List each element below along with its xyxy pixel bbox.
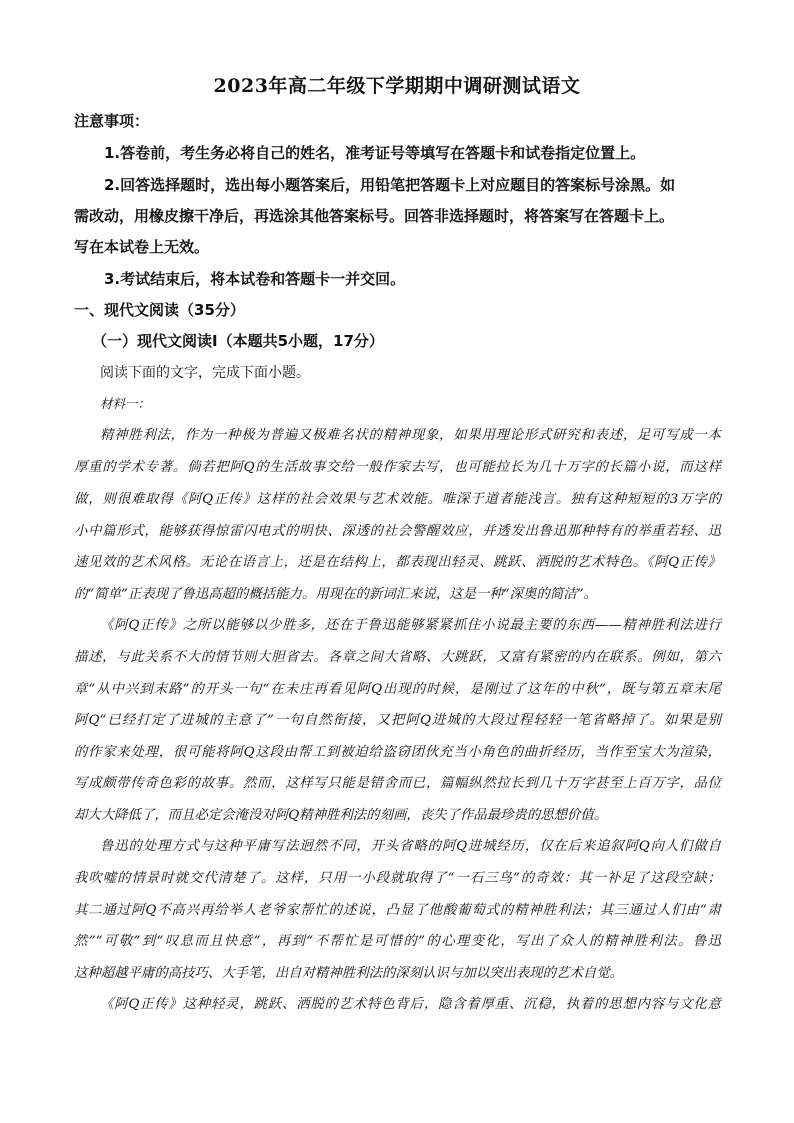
- notice-item-2-line-1: 2.回答选择题时，选出每小题答案后，用铅笔把答题卡上对应题目的答案标号涂黑。如: [104, 176, 676, 194]
- para1-line-5: 速见效的艺术风格。无论在语言上，还是在结构上，都表现出轻灵、跳跃、洒脱的艺术特色。《阿Q正传》: [74, 555, 721, 570]
- para2-line-2: 描述，与此关系不大的情节则大胆省去。各章之间大省略、大跳跃，又富有紧密的内在联系。例如，第六: [74, 650, 721, 665]
- material-label: 材料一：: [100, 396, 151, 411]
- para3-line-3: 其二通过阿Q不高兴再给举人老爷家帮忙的述说，凸显了他酸葡萄式的精神胜利法；其三通过人们由“肃: [74, 903, 721, 918]
- notice-heading: 注意事项：: [74, 112, 150, 130]
- para1-line-3: 做，则很难取得《阿Q正传》这样的社会效果与艺术效能。唯深于道者能浅言。独有这种短短的3万字的: [74, 492, 721, 507]
- exam-title: 2023年高二年级下学期期中调研测试语文: [213, 75, 581, 97]
- para2-line-3: 章“从中兴到末路”的开头一句“在未庄再看见阿Q出现的时候，是刚过了这年的中秋”，既与第五章末尾: [74, 682, 721, 697]
- para4-line-1: 《阿Q正传》这种轻灵，跳跃、洒脱的艺术特色背后，隐含着厚重、沉稳，执着的思想内容与文化意: [100, 997, 721, 1012]
- para1-line-6: 的“简单”正表现了鲁迅高超的概括能力。用现在的新词汇来说，这是一种“深奥的简洁”。: [74, 587, 597, 602]
- para3-line-1: 鲁迅的处理方式与这种平庸写法迥然不同，开头省略的阿Q进城经历，仅在后来追叙阿Q向人们做自: [100, 839, 721, 854]
- instruction-text: 阅读下面的文字，完成下面小题。: [100, 365, 310, 381]
- para1-line-1: 精神胜利法，作为一种极为普遍又极难名状的精神现象，如果用理论形式研究和表述，足可写成一本: [100, 428, 721, 443]
- para2-line-7: 却大大降低了，而且必定会淹没对阿Q精神胜利法的刻画，丧失了作品最珍贵的思想价值。: [74, 808, 608, 823]
- notice-item-2-line-3: 写在本试卷上无效。: [74, 238, 210, 256]
- para2-line-4: 阿Q“已经打定了进城的主意了”一句自然衔接，又把阿Q进城的大段过程轻轻一笔省略掉了。如果是别: [74, 713, 721, 728]
- para3-line-2: 我吹嘘的情景时就交代清楚了。这样，只用一小段就取得了“一石三鸟”的奇效：其一补足了这段空缺；: [74, 871, 721, 886]
- notice-item-3: 3.考试结束后，将本试卷和答题卡一并交回。: [104, 270, 406, 288]
- notice-item-2-line-2: 需改动，用橡皮擦干净后，再选涂其他答案标号。回答非选择题时，将答案写在答题卡上。: [74, 207, 675, 225]
- para3-line-5: 这种超越平庸的高技巧、大手笔，出自对精神胜利法的深刻认识与加以突出表现的艺术自觉。: [74, 966, 624, 981]
- para2-line-1: 《阿Q正传》之所以能够以少胜多，还在于鲁迅能够紧紧抓住小说最主要的东西——精神胜利法进行: [100, 618, 721, 633]
- section-heading: 一、现代文阅读（35分）: [74, 301, 245, 319]
- para3-line-4: 然”“可敬”到“叹息而且快意”，再到“不帮忙是可惜的”的心理变化，写出了众人的精神胜利法。鲁迅: [74, 934, 721, 949]
- para1-line-2: 厚重的学术专著。倘若把阿Q的生活故事交给一般作家去写，也可能拉长为几十万字的长篇小说，而这样: [74, 460, 721, 475]
- para1-line-4: 小中篇形式，能够获得惊雷闪电式的明快、深透的社会警醒效应，并透发出鲁迅那种特有的举重若轻、迅: [74, 524, 721, 539]
- notice-item-1: 1.答卷前，考生务必将自己的姓名，准考证号等填写在答题卡和试卷指定位置上。: [104, 144, 646, 162]
- subsection-heading: （一）现代文阅读Ⅰ（本题共5小题，17分）: [92, 332, 384, 350]
- para2-line-5: 的作家来处理，很可能将阿Q这段由帮工到被迫给盗窃团伙充当小角色的曲折经历，当作至宝大为渲染，: [74, 745, 721, 760]
- para2-line-6: 写成颇带传奇色彩的故事。然而，这样写只能是错舍而已，篇幅纵然拉长到几十万字甚至上百万字，品位: [74, 776, 721, 791]
